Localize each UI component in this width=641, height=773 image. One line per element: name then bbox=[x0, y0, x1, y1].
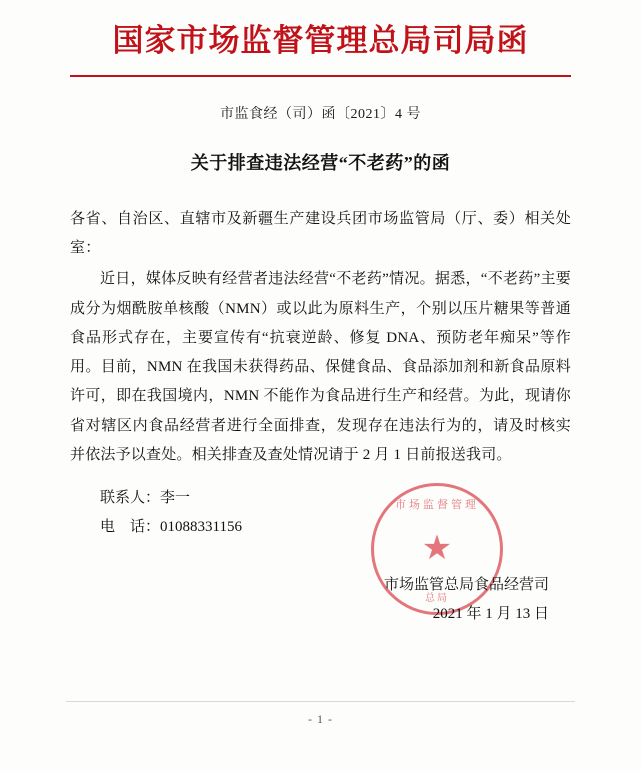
document-subject: 关于排查违法经营“不老药”的函 bbox=[190, 152, 451, 173]
footer-divider bbox=[66, 701, 575, 702]
body-paragraph: 近日，媒体反映有经营者违法经营“不老药”情况。据悉，“不老药”主要成分为烟酰胺单核酸（NMN）或以此为原料生产，个别以压片糖果等普通食品形式存在，主要宣传有“抗衰逆龄、修复 DNA、预防老年痴呆”等作用。目前，NMN 在我国未获得药品、保健食品、食品添加剂和新食品原料许可，即在我国境内，NMN 不能作为食品进行生产和经营。为此，现请你省对辖区内食品经营者进行全面排查，发现存在违法行为的，请及时核实并依法予以查处。相关排查及查处情况请于 2 月 1 日前报送我司。 bbox=[70, 271, 571, 463]
document-number: 市监食经（司）函〔2021〕4 号 bbox=[220, 106, 421, 122]
contact-phone-label: 电 话： bbox=[100, 518, 161, 535]
seal-top-text: 市场监督管理 bbox=[395, 499, 479, 511]
contact-block bbox=[70, 484, 571, 541]
contact-phone-value: 01088331156 bbox=[160, 518, 242, 535]
signature-block bbox=[70, 571, 571, 630]
recipient-line: 各省、自治区、直辖市及新疆生产建设兵团市场监管局（厅、委）相关处室： bbox=[70, 210, 571, 256]
seal-star-icon: ★ bbox=[421, 530, 453, 567]
page-number: - 1 - bbox=[308, 712, 333, 726]
contact-person-value: 李一 bbox=[160, 490, 191, 506]
seal-bottom-text: 总局 bbox=[425, 593, 449, 604]
document-title: 国家市场监督管理总局司局函 bbox=[112, 23, 529, 58]
contact-person-label: 联系人： bbox=[100, 490, 161, 506]
signer-name: 市场监管总局食品经营司 bbox=[383, 577, 549, 593]
title-divider bbox=[70, 75, 571, 77]
contact-phone-line bbox=[100, 513, 571, 542]
page-footer bbox=[0, 701, 641, 727]
contact-person-line bbox=[100, 484, 571, 513]
signature-date: 2021 年 1 月 13 日 bbox=[432, 606, 549, 623]
